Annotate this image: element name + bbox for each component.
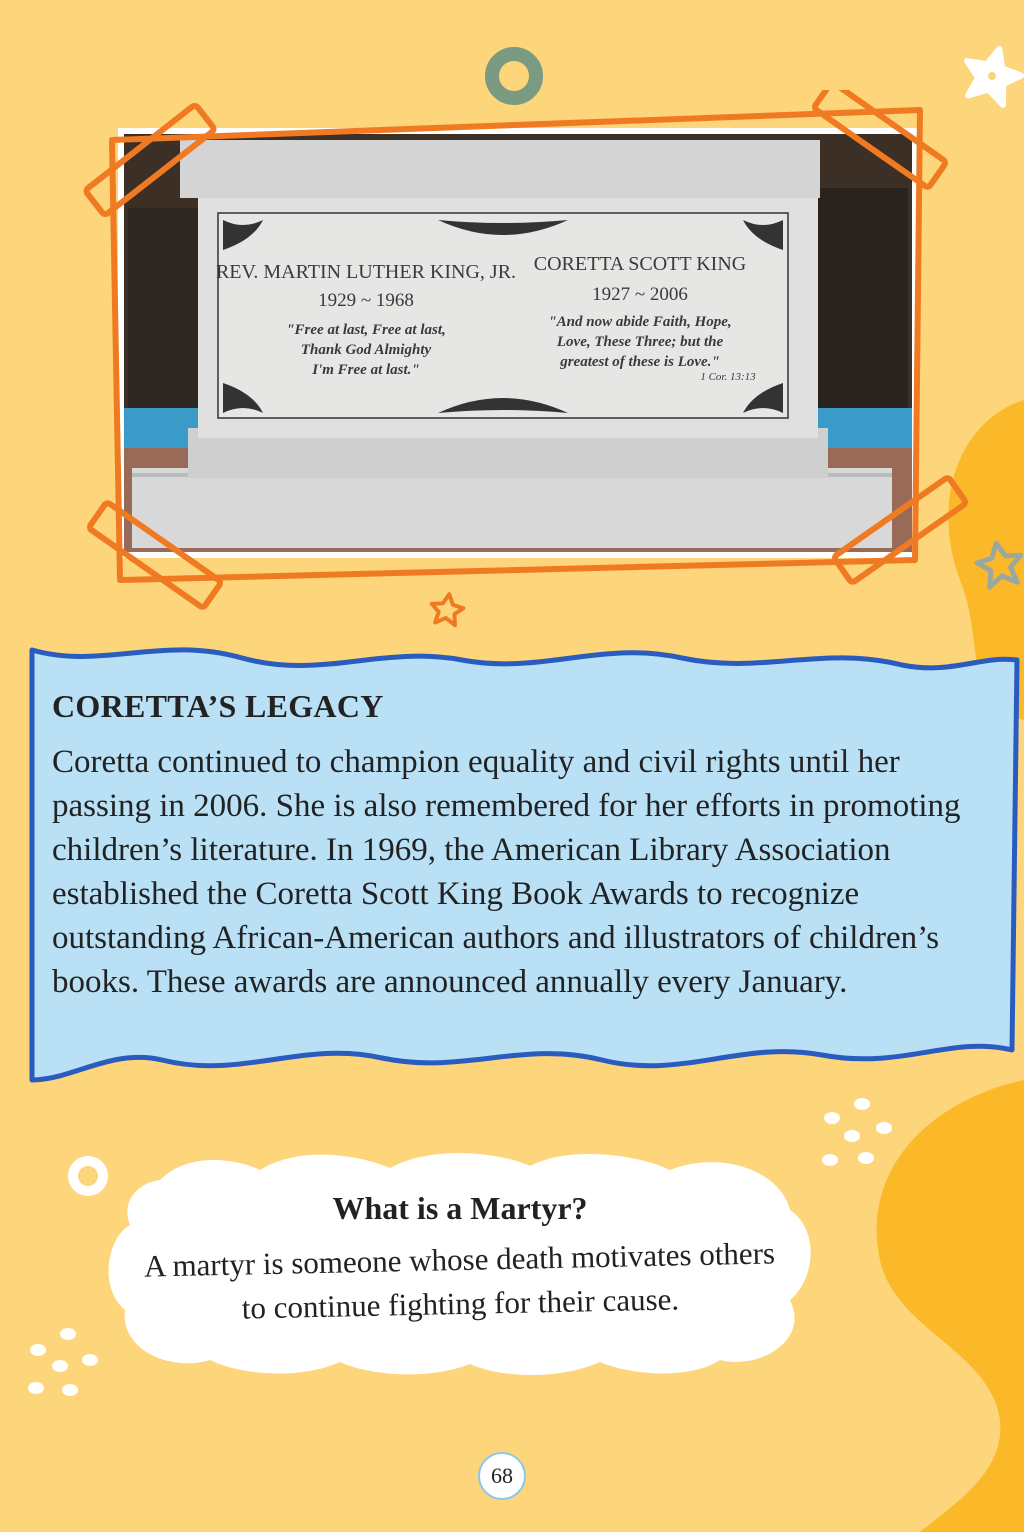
tape-top-right [813,90,946,188]
page-number: 68 [478,1452,526,1500]
tomb-right-quote: "And now abide Faith, Hope, [548,314,732,330]
white-ring-icon [73,1161,103,1191]
right-lower-blob-shape [877,1080,1024,1532]
tape-bottom-right [833,477,966,584]
tape-bottom-left [88,502,221,609]
martyr-body: A martyr is someone whose death motivates others to continue fighting for their cause. [143,1235,776,1326]
tomb-right-years: 1927 ~ 2006 [592,284,688,305]
tomb-left-quote: Thank God Almighty [300,342,432,358]
tomb-left-years: 1929 ~ 1968 [318,290,414,311]
dots-cluster-left [28,1328,98,1396]
tape-top-left [85,104,215,215]
tomb-right-name: CORETTA SCOTT KING [533,253,747,275]
tomb-left-quote: I'm Free at last." [312,362,420,378]
dots-cluster-right [822,1098,892,1166]
tomb-right-quote: greatest of these is Love." [560,354,720,370]
tomb-left-name: REV. MARTIN LUTHER KING, JR. [215,261,517,283]
tomb-right-cite: 1 Cor. 13:13 [700,371,756,383]
tomb-left-quote: "Free at last, Free at last, [286,322,446,338]
legacy-title: CORETTA’S LEGACY [52,688,384,724]
photo-frame [60,90,970,610]
martyr-title: What is a Martyr? [332,1190,588,1226]
legacy-body: Coretta continued to champion equality and civil rights until her passing in 2006. She is also remembered for her efforts in promoting children’s literature. In 1969, the American Library Association established the Coretta Scott King Book Awards to recognize outstanding African-American authors and illustrators of children’s books. These awards are announced annually every January. [52,744,961,1000]
tomb-right-quote: Love, These Three; but the [556,334,724,350]
